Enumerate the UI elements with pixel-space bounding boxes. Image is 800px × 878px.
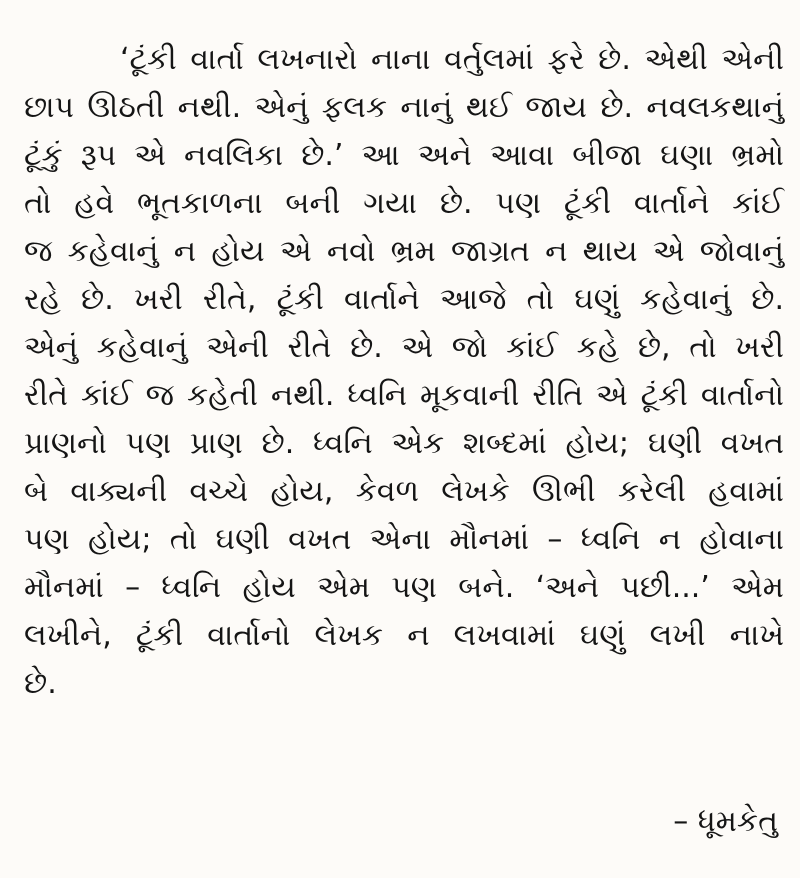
passage-line-1: ‘ટૂંકી વાર્તા લખનારો નાના વર્તુલમાં ફરે છે. એથી એની — [120, 42, 784, 77]
passage-line-12: મૌનમાં – ધ્વનિ હોય એમ પણ બને. ‘અને પછી...’ એમ — [24, 570, 784, 605]
passage-line-9: પ્રાણનો પણ પ્રાણ છે. ધ્વનિ એક શબ્દમાં હોય; ઘણી વખત — [24, 426, 784, 461]
passage-line-10: બે વાક્યની વચ્ચે હોય, કેવળ લેખકે ઊભી કરેલી હવામાં — [24, 474, 784, 509]
passage-line-14: છે. — [24, 666, 57, 701]
passage-text — [24, 36, 784, 708]
passage-line-8: રીતે કાંઈ જ કહેતી નથી. ધ્વનિ મૂકવાની રીતિ એ ટૂંકી વાર્તાનો — [24, 378, 784, 413]
passage-line-4: તો હવે ભૂતકાળના બની ગયા છે. પણ ટૂંકી વાર્તાને કાંઈ — [24, 186, 784, 221]
passage-line-13: લખીને, ટૂંકી વાર્તાનો લેખક ન લખવામાં ઘણું લખી નાખે — [24, 618, 784, 653]
passage-line-6: રહે છે. ખરી રીતે, ટૂંકી વાર્તાને આજે તો ઘણું કહેવાનું છે. — [24, 282, 784, 317]
passage-line-11: પણ હોય; તો ઘણી વખત એના મૌનમાં – ધ્વનિ ન હોવાના — [24, 522, 784, 557]
passage-line-7: એનું કહેવાનું એની રીતે છે. એ જો કાંઈ કહે છે, તો ખરી — [24, 330, 784, 365]
passage-line-3: ટૂંકું રૂપ એ નવલિકા છે.’ આ અને આવા બીજા ઘણા ભ્રમો — [24, 138, 784, 173]
passage-line-5: જ કહેવાનું ન હોય એ નવો ભ્રમ જાગ્રત ન થાય એ જોવાનું — [24, 234, 784, 269]
author-attribution: – ધૂમકેતુ — [673, 804, 778, 839]
passage-line-2: છાપ ઊઠતી નથી. એનું ફલક નાનું થઈ જાય છે. નવલકથાનું — [24, 90, 784, 125]
